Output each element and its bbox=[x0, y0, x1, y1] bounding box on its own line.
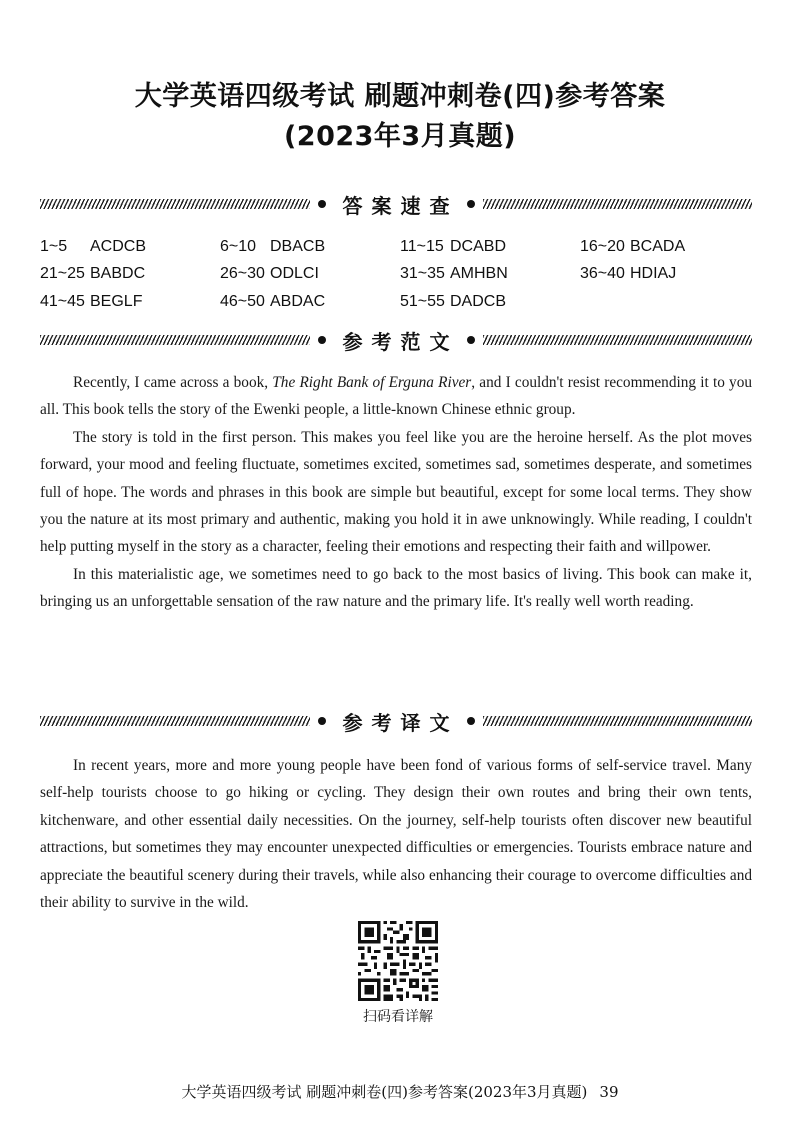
answer-letters: BEGLF bbox=[90, 292, 143, 310]
answer-cell bbox=[400, 265, 580, 283]
page-number: 39 bbox=[599, 1083, 619, 1101]
answer-letters: BABDC bbox=[90, 265, 146, 283]
answer-range: 6~10 bbox=[220, 237, 257, 255]
section-header-answers bbox=[40, 192, 752, 216]
answer-cell bbox=[400, 293, 580, 311]
essay-text: Recently, I came across a book, bbox=[73, 374, 273, 391]
bullet-dot bbox=[467, 336, 475, 344]
answer-row bbox=[40, 233, 760, 261]
answer-cell bbox=[580, 238, 760, 256]
answer-cell bbox=[220, 293, 400, 311]
page-subtitle: (2023年3月真题) bbox=[283, 121, 517, 152]
essay-paragraph: In this materialistic age, we sometimes need to go back to the most basics of living. This book can make it, bringing us an unforgettable sensation of the raw nature and the primary life. It's really well worth reading. bbox=[40, 565, 752, 611]
section-title-essay: 参考范文 bbox=[342, 329, 459, 354]
section-title-answers: 答案速查 bbox=[342, 193, 459, 218]
hatch-divider-left bbox=[40, 716, 310, 726]
book-title: The Right Bank of Erguna River bbox=[272, 374, 472, 391]
answer-range: 46~50 bbox=[220, 292, 265, 310]
answer-letters: ABDAC bbox=[270, 292, 326, 310]
sample-translation bbox=[40, 752, 752, 916]
answer-range: 16~20 bbox=[580, 237, 625, 255]
answer-letters: DBACB bbox=[270, 237, 326, 255]
sample-essay bbox=[40, 369, 752, 616]
answer-range: 41~45 bbox=[40, 292, 85, 310]
footer-text: 大学英语四级考试 刷题冲刺卷(四)参考答案(2023年3月真题) bbox=[181, 1083, 588, 1101]
section-title-translation: 参考译文 bbox=[342, 710, 459, 735]
section-header-essay bbox=[40, 328, 752, 352]
hatch-divider-right bbox=[483, 716, 753, 726]
answer-range: 51~55 bbox=[400, 292, 445, 310]
hatch-divider-right bbox=[483, 199, 753, 209]
page-footer bbox=[0, 1081, 800, 1102]
answer-cell bbox=[40, 238, 220, 256]
answer-letters: HDIAJ bbox=[630, 265, 677, 283]
answer-range: 31~35 bbox=[400, 265, 445, 283]
answer-letters: DCABD bbox=[450, 237, 507, 255]
answer-cell bbox=[220, 265, 400, 283]
answer-letters: ODLCI bbox=[270, 265, 319, 283]
bullet-dot bbox=[318, 200, 326, 208]
answer-letters: AMHBN bbox=[450, 265, 508, 283]
answer-range: 36~40 bbox=[580, 265, 625, 283]
hatch-divider-right bbox=[483, 335, 753, 345]
hatch-divider-left bbox=[40, 199, 310, 209]
answer-row bbox=[40, 288, 760, 316]
answer-cell bbox=[220, 238, 400, 256]
essay-text: , and I couldn't resist recommending it to you all. This book tells the story of the Ewenki people, a little-known Chinese ethnic group. bbox=[40, 374, 752, 419]
answer-letters: BCADA bbox=[630, 237, 686, 255]
essay-paragraph bbox=[40, 369, 752, 424]
bullet-dot bbox=[318, 717, 326, 725]
answer-letters: ACDCB bbox=[90, 237, 147, 255]
answer-range: 11~15 bbox=[400, 237, 444, 255]
section-header-translation bbox=[40, 709, 752, 733]
bullet-dot bbox=[467, 200, 475, 208]
answer-letters: DADCB bbox=[450, 292, 507, 310]
qr-code[interactable] bbox=[358, 921, 438, 1001]
answer-range: 21~25 bbox=[40, 265, 85, 283]
answer-key-grid bbox=[40, 233, 760, 316]
answer-cell bbox=[400, 238, 580, 256]
page-title: 大学英语四级考试 刷题冲刺卷(四)参考答案 bbox=[134, 81, 666, 112]
answer-cell bbox=[580, 265, 760, 283]
bullet-dot bbox=[467, 717, 475, 725]
answer-cell bbox=[40, 265, 220, 283]
translation-paragraph: In recent years, more and more young people have been fond of various forms of self-service travel. Many self-help tourists choose to go hiking or cycling. They design their own routes and bring their own tents, kitchenware, and other essential daily necessities. On the journey, self-help tourists often discover new beautiful attractions, but sometimes they may encounter unexpected difficulties or emergencies. Tourists embrace nature and appreciate the beautiful scenery during their travels, while also enhancing their courage to overcome difficulties and their ability to survive in the wild. bbox=[40, 757, 752, 912]
answer-range: 1~5 bbox=[40, 237, 68, 255]
answer-cell bbox=[40, 293, 220, 311]
bullet-dot bbox=[318, 336, 326, 344]
answer-row bbox=[40, 261, 760, 289]
hatch-divider-left bbox=[40, 335, 310, 345]
qr-caption: 扫码看详解 bbox=[363, 1009, 433, 1025]
answer-range: 26~30 bbox=[220, 265, 265, 283]
essay-paragraph: The story is told in the first person. This makes you feel like you are the heroine herself. As the plot moves forward, your mood and feeling fluctuate, sometimes excited, sometimes sad, sometimes desperate, and sometimes full of hope. The words and phrases in this book are simple but beautiful, except for some local terms. They show you the nature at its most primary and authentic, making you hold it in awe unknowingly. While reading, I couldn't help putting myself in the story as a character, feeling their emotions and respecting their faith and willpower. bbox=[40, 428, 752, 556]
